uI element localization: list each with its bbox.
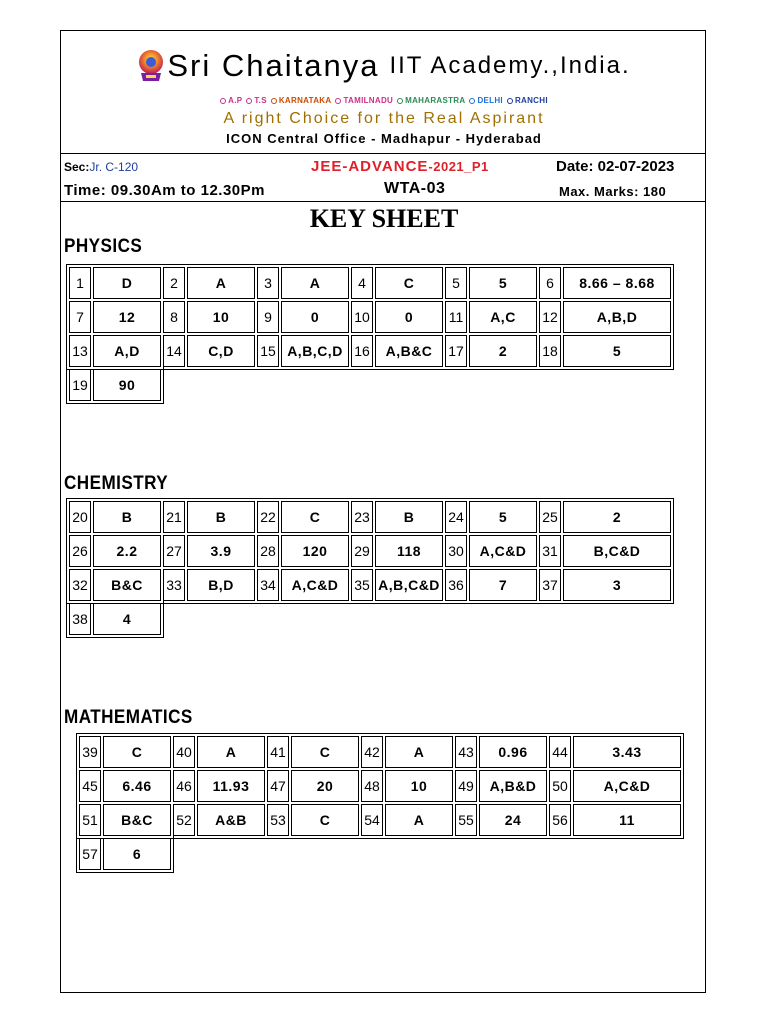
answer-cell: B [93,501,161,533]
question-number: 45 [79,770,101,802]
question-number: 25 [539,501,561,533]
answer-cell: A [385,736,453,768]
answer-cell: C,D [187,335,255,367]
answer-cell: A,C&D [573,770,681,802]
bullet-icon [397,98,403,104]
question-number: 27 [163,535,185,567]
answer-table-mathematics [76,733,684,839]
question-number: 9 [257,301,279,333]
bullet-icon [220,98,226,104]
answer-cell: A,B,C,D [281,335,349,367]
answer-cell: 3 [563,569,671,601]
state-label: DELHI [477,96,503,105]
answer-cell: A,C [469,301,537,333]
state-label: KARNATAKA [278,96,332,105]
answer-cell: 4 [93,603,161,635]
answer-cell: B [187,501,255,533]
exam-name [311,158,489,175]
answer-cell: 90 [93,369,161,401]
state-item [397,96,465,105]
bullet-icon [469,98,475,104]
question-number: 40 [173,736,195,768]
brand-name: Sri Chaitanya [167,48,380,83]
question-number: 19 [69,369,91,401]
question-number: 12 [539,301,561,333]
table-row [69,301,671,333]
question-number: 39 [79,736,101,768]
state-item [220,96,242,105]
answer-cell: C [103,736,171,768]
table-row [69,501,671,533]
answer-cell: 0 [375,301,443,333]
answer-cell: C [291,804,359,836]
answer-cell: 5 [563,335,671,367]
section-label: Sec: [64,160,90,174]
answer-cell: A,B,C&D [375,569,443,601]
question-number: 15 [257,335,279,367]
table-row [79,804,681,836]
answer-cell: A,B&D [479,770,547,802]
state-item [335,96,393,105]
exam-year: -2021_P1 [428,159,489,174]
question-number: 52 [173,804,195,836]
question-number: 2 [163,267,185,299]
question-number: 16 [351,335,373,367]
max-marks: Max. Marks: 180 [559,184,667,199]
table-row [69,603,161,635]
test-code: WTA-03 [384,180,446,197]
question-number: 31 [539,535,561,567]
answer-cell: C [375,267,443,299]
question-number: 14 [163,335,185,367]
answer-table-chemistry [66,498,674,604]
answer-cell: A,C&D [281,569,349,601]
question-number: 3 [257,267,279,299]
table-row [79,736,681,768]
answer-cell: 11 [573,804,681,836]
question-number: 57 [79,838,101,870]
state-item [246,96,266,105]
state-label: RANCHI [514,96,548,105]
question-number: 49 [455,770,477,802]
answer-cell: A,B,D [563,301,671,333]
divider [60,153,706,154]
question-number: 56 [549,804,571,836]
answer-cell: 2 [469,335,537,367]
page-title: KEY SHEET [309,204,459,233]
answer-cell: 6.46 [103,770,171,802]
question-number: 37 [539,569,561,601]
answer-cell: D [93,267,161,299]
state-label: T.S [254,96,267,105]
answer-cell: 5 [469,267,537,299]
answer-cell: B&C [103,804,171,836]
answer-cell: C [291,736,359,768]
answer-cell: 8.66 – 8.68 [563,267,671,299]
question-number: 53 [267,804,289,836]
answer-cell: A [197,736,265,768]
question-number: 5 [445,267,467,299]
branch-states-list [0,96,768,105]
question-number: 34 [257,569,279,601]
table-row [69,369,161,401]
answer-cell: 0.96 [479,736,547,768]
question-number: 17 [445,335,467,367]
state-label: A.P [228,96,243,105]
question-number: 30 [445,535,467,567]
exam-title: JEE-ADVANCE [311,158,429,175]
answer-cell: 20 [291,770,359,802]
question-number: 42 [361,736,383,768]
question-number: 43 [455,736,477,768]
question-number: 32 [69,569,91,601]
answer-table-physics [66,264,674,370]
question-number: 23 [351,501,373,533]
answer-table-overflow-row [76,836,174,873]
section-value: Jr. C-120 [89,160,139,174]
answer-cell: 3.43 [573,736,681,768]
answer-cell: A [385,804,453,836]
question-number: 24 [445,501,467,533]
answer-cell: 118 [375,535,443,567]
question-number: 48 [361,770,383,802]
table-row [69,535,671,567]
state-label: TAMILNADU [343,96,394,105]
answer-cell: A [281,267,349,299]
answer-cell: A,B&C [375,335,443,367]
bullet-icon [246,98,252,104]
question-number: 36 [445,569,467,601]
answer-cell: 10 [385,770,453,802]
exam-date: Date: 02-07-2023 [556,158,675,175]
answer-cell: 6 [103,838,171,870]
question-number: 44 [549,736,571,768]
answer-cell: 24 [479,804,547,836]
answer-cell: B,D [187,569,255,601]
bullet-icon [271,98,277,104]
section-heading-chemistry: CHEMISTRY [64,473,169,494]
question-number: 41 [267,736,289,768]
question-number: 33 [163,569,185,601]
question-number: 10 [351,301,373,333]
answer-cell: 2.2 [93,535,161,567]
answer-table-overflow-row [66,601,164,638]
question-number: 4 [351,267,373,299]
question-number: 21 [163,501,185,533]
answer-cell: 10 [187,301,255,333]
answer-cell: 7 [469,569,537,601]
answer-cell: 3.9 [187,535,255,567]
question-number: 1 [69,267,91,299]
question-number: 8 [163,301,185,333]
answer-cell: C [281,501,349,533]
answer-cell: 120 [281,535,349,567]
state-label: MAHARASTRA [405,96,466,105]
exam-time: Time: 09.30Am to 12.30Pm [64,182,265,199]
question-number: 29 [351,535,373,567]
institute-logo-icon [137,49,165,83]
answer-cell: B&C [93,569,161,601]
question-number: 6 [539,267,561,299]
question-number: 11 [445,301,467,333]
answer-cell: B,C&D [563,535,671,567]
state-item [507,96,548,105]
section-heading-mathematics: MATHEMATICS [64,707,193,728]
divider [60,201,706,202]
answer-cell: 0 [281,301,349,333]
question-number: 13 [69,335,91,367]
answer-cell: A,D [93,335,161,367]
brand-subtitle: IIT Academy.,India. [389,52,631,79]
state-item [469,96,503,105]
answer-cell: A,C&D [469,535,537,567]
tagline: A right Choice for the Real Aspirant [223,110,545,127]
answer-cell: 11.93 [197,770,265,802]
question-number: 55 [455,804,477,836]
state-item [271,96,332,105]
table-row [69,569,671,601]
answer-cell: A&B [197,804,265,836]
question-number: 18 [539,335,561,367]
answer-cell: 2 [563,501,671,533]
table-row [69,335,671,367]
question-number: 54 [361,804,383,836]
question-number: 38 [69,603,91,635]
bullet-icon [335,98,341,104]
question-number: 22 [257,501,279,533]
answer-table-overflow-row [66,367,164,404]
question-number: 47 [267,770,289,802]
answer-cell: A [187,267,255,299]
brand-header [0,48,768,88]
question-number: 28 [257,535,279,567]
answer-cell: 12 [93,301,161,333]
question-number: 46 [173,770,195,802]
table-row [79,838,171,870]
answer-cell: 5 [469,501,537,533]
question-number: 35 [351,569,373,601]
section-info [64,160,138,174]
question-number: 26 [69,535,91,567]
question-number: 50 [549,770,571,802]
question-number: 20 [69,501,91,533]
table-row [69,267,671,299]
answer-cell: B [375,501,443,533]
section-heading-physics: PHYSICS [64,236,143,257]
question-number: 7 [69,301,91,333]
question-number: 51 [79,804,101,836]
table-row [79,770,681,802]
office-address: ICON Central Office - Madhapur - Hyderabad [226,131,542,146]
bullet-icon [507,98,513,104]
